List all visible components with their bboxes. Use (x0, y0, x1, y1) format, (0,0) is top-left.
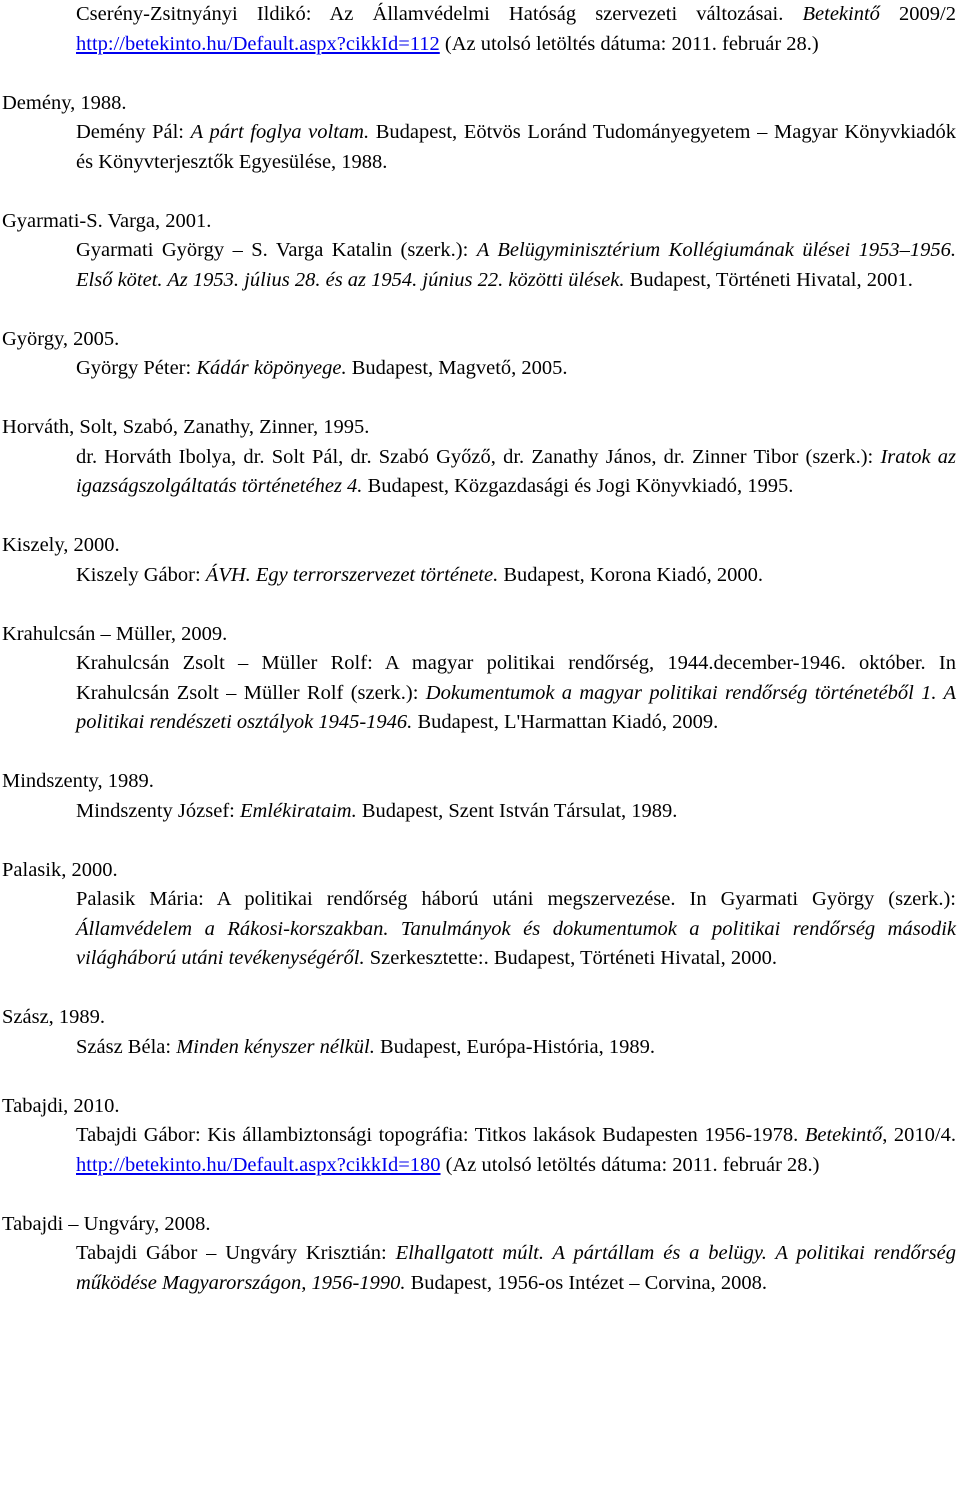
entry-reference (76, 443, 956, 502)
bibliography-entry (0, 826, 960, 974)
entry-key: Tabajdi – Ungváry, 2008. (2, 1212, 211, 1235)
reference-title-italic: Iratok az igazságszolgáltatás történetéhez 4. (76, 445, 956, 497)
entry-reference (76, 649, 956, 738)
reference-title-italic: Betekintő (802, 3, 880, 25)
reference-text: Budapest, Európa-História, 1989. (374, 1035, 655, 1058)
reference-text: dr. Horváth Ibolya, dr. Solt Pál, dr. Szabó Győző, dr. Zanathy János, dr. Zinner Tibor (szerk.): (76, 445, 881, 468)
entry-reference (76, 1121, 956, 1180)
reference-text: Budapest, 1956-os Intézet – Corvina, 2008. (405, 1271, 768, 1294)
reference-title-italic: Elhallgatott múlt. A pártállam és a belügy. A politikai rendőrség működése Magyarországon, 1956-1990. (76, 1242, 957, 1294)
reference-text: Gyarmati György – S. Varga Katalin (szerk.): (76, 239, 477, 261)
entry-spacer (0, 502, 960, 532)
reference-text: Szerkesztette:. Budapest, Történeti Hivatal, 2000. (364, 947, 777, 969)
reference-link[interactable]: http://betekinto.hu/Default.aspx?cikkId=112 (76, 32, 440, 55)
entry-spacer (0, 738, 960, 768)
entry-spacer (0, 826, 960, 856)
entry-spacer (0, 177, 960, 207)
entry-key: Gyarmati-S. Varga, 2001. (2, 209, 212, 232)
entry-reference (76, 885, 956, 974)
entry-reference (76, 118, 956, 177)
entry-key: György, 2005. (2, 327, 120, 350)
reference-text: Krahulcsán Zsolt – Müller Rolf: A magyar politikai rendőrség, 1944.december-1946. október. In Krahulcsán Zsolt – Müller Rolf (szerk.): (76, 652, 956, 704)
reference-text: Budapest, Közgazdasági és Jogi Könyvkiadó, 1995. (362, 475, 794, 497)
reference-text: Budapest, Korona Kiadó, 2000. (498, 563, 763, 586)
entry-spacer (0, 1180, 960, 1210)
reference-title-italic: Dokumentumok a magyar politikai rendőrség történetéből 1. A politikai rendészeti osztályok 1945-1946. (76, 681, 956, 733)
entry-key: Palasik, 2000. (2, 858, 118, 881)
reference-title-italic: A Belügyminisztérium Kollégiumának ülései 1953–1956. Első kötet. Az 1953. július 28. és az 1954. június 22. közötti ülések. (76, 239, 956, 291)
reference-text: 2009/2 (879, 3, 956, 25)
bibliography-entry (0, 974, 960, 1063)
reference-title-italic: Betekintő (804, 1124, 883, 1146)
reference-text: Tabajdi Gábor: Kis állambiztonsági topográfia: Titkos lakások Budapesten 1956-1978. (76, 1124, 805, 1146)
reference-title-italic: Kádár köpönyege. (196, 357, 347, 379)
entry-reference (76, 1033, 956, 1063)
entry-spacer (0, 384, 960, 414)
reference-title-italic: ÁVH. Egy terrorszervezet története. (205, 563, 499, 586)
entry-spacer (0, 1062, 960, 1092)
reference-text: Budapest, Magvető, 2005. (346, 357, 568, 379)
bibliography-entry (0, 1180, 960, 1298)
bibliography-entry (0, 295, 960, 384)
reference-text: György Péter: (76, 357, 197, 379)
bibliography-entry (0, 590, 960, 738)
entry-reference (76, 0, 956, 59)
entry-spacer (0, 974, 960, 1004)
reference-text: Mindszenty József: (76, 799, 240, 822)
entry-key: Mindszenty, 1989. (2, 770, 154, 792)
reference-text: , 2010/4. (882, 1124, 956, 1146)
reference-text: Kiszely Gábor: (76, 563, 206, 586)
reference-title-italic: Államvédelem a Rákosi-korszakban. Tanulmányok és dokumentumok a politikai rendőrség második világháború utáni tevékenységéről. (76, 917, 956, 969)
reference-title-italic: Minden kényszer nélkül. (176, 1035, 375, 1058)
entry-spacer (0, 295, 960, 325)
entry-reference (76, 236, 956, 295)
entry-key: Krahulcsán – Müller, 2009. (2, 622, 228, 645)
reference-title-italic: Emlékirataim. (239, 799, 357, 822)
reference-text: (Az utolsó letöltés dátuma: 2011. február 28.) (439, 32, 819, 55)
bibliography-entry (0, 59, 960, 177)
bibliography-entry (0, 738, 960, 827)
bibliography-entry (0, 384, 960, 502)
bibliography-entry (0, 502, 960, 591)
reference-text: Budapest, Eötvös Loránd Tudományegyetem – Magyar Könyvkiadók és Könyvterjesztők Egyesülése, 1988. (76, 121, 957, 173)
bibliography-entry (0, 177, 960, 295)
bibliography-entry (0, 0, 960, 59)
reference-text: Budapest, Történeti Hivatal, 2001. (624, 268, 913, 291)
entry-key: Demény, 1988. (2, 91, 127, 114)
reference-text: Budapest, Szent István Társulat, 1989. (356, 799, 678, 822)
entry-spacer (0, 59, 960, 89)
reference-link[interactable]: http://betekinto.hu/Default.aspx?cikkId=180 (76, 1153, 441, 1176)
reference-text: Cserény-Zsitnyányi Ildikó: Az Államvédelmi Hatóság szervezeti változásai. (76, 3, 803, 25)
reference-title-italic: A párt foglya voltam. (190, 121, 370, 143)
entry-reference (76, 561, 956, 591)
entry-key: Tabajdi, 2010. (2, 1094, 120, 1117)
reference-text: (Az utolsó letöltés dátuma: 2011. február 28.) (440, 1153, 820, 1176)
reference-text: Tabajdi Gábor – Ungváry Krisztián: (76, 1242, 396, 1264)
entry-key: Szász, 1989. (2, 1006, 106, 1028)
entry-spacer (0, 590, 960, 620)
reference-text: Budapest, L'Harmattan Kiadó, 2009. (412, 711, 719, 733)
reference-text: Szász Béla: (76, 1035, 177, 1058)
reference-text: Palasik Mária: A politikai rendőrség háború utáni megszervezése. In Gyarmati György (szerk.): (76, 888, 956, 910)
bibliography-entry (0, 1062, 960, 1180)
reference-text: Demény Pál: (76, 121, 191, 143)
entry-reference (76, 354, 956, 384)
entry-key: Horváth, Solt, Szabó, Zanathy, Zinner, 1995. (2, 416, 370, 438)
entry-key: Kiszely, 2000. (2, 534, 120, 556)
entry-reference (76, 1239, 956, 1298)
entry-reference (76, 797, 956, 827)
